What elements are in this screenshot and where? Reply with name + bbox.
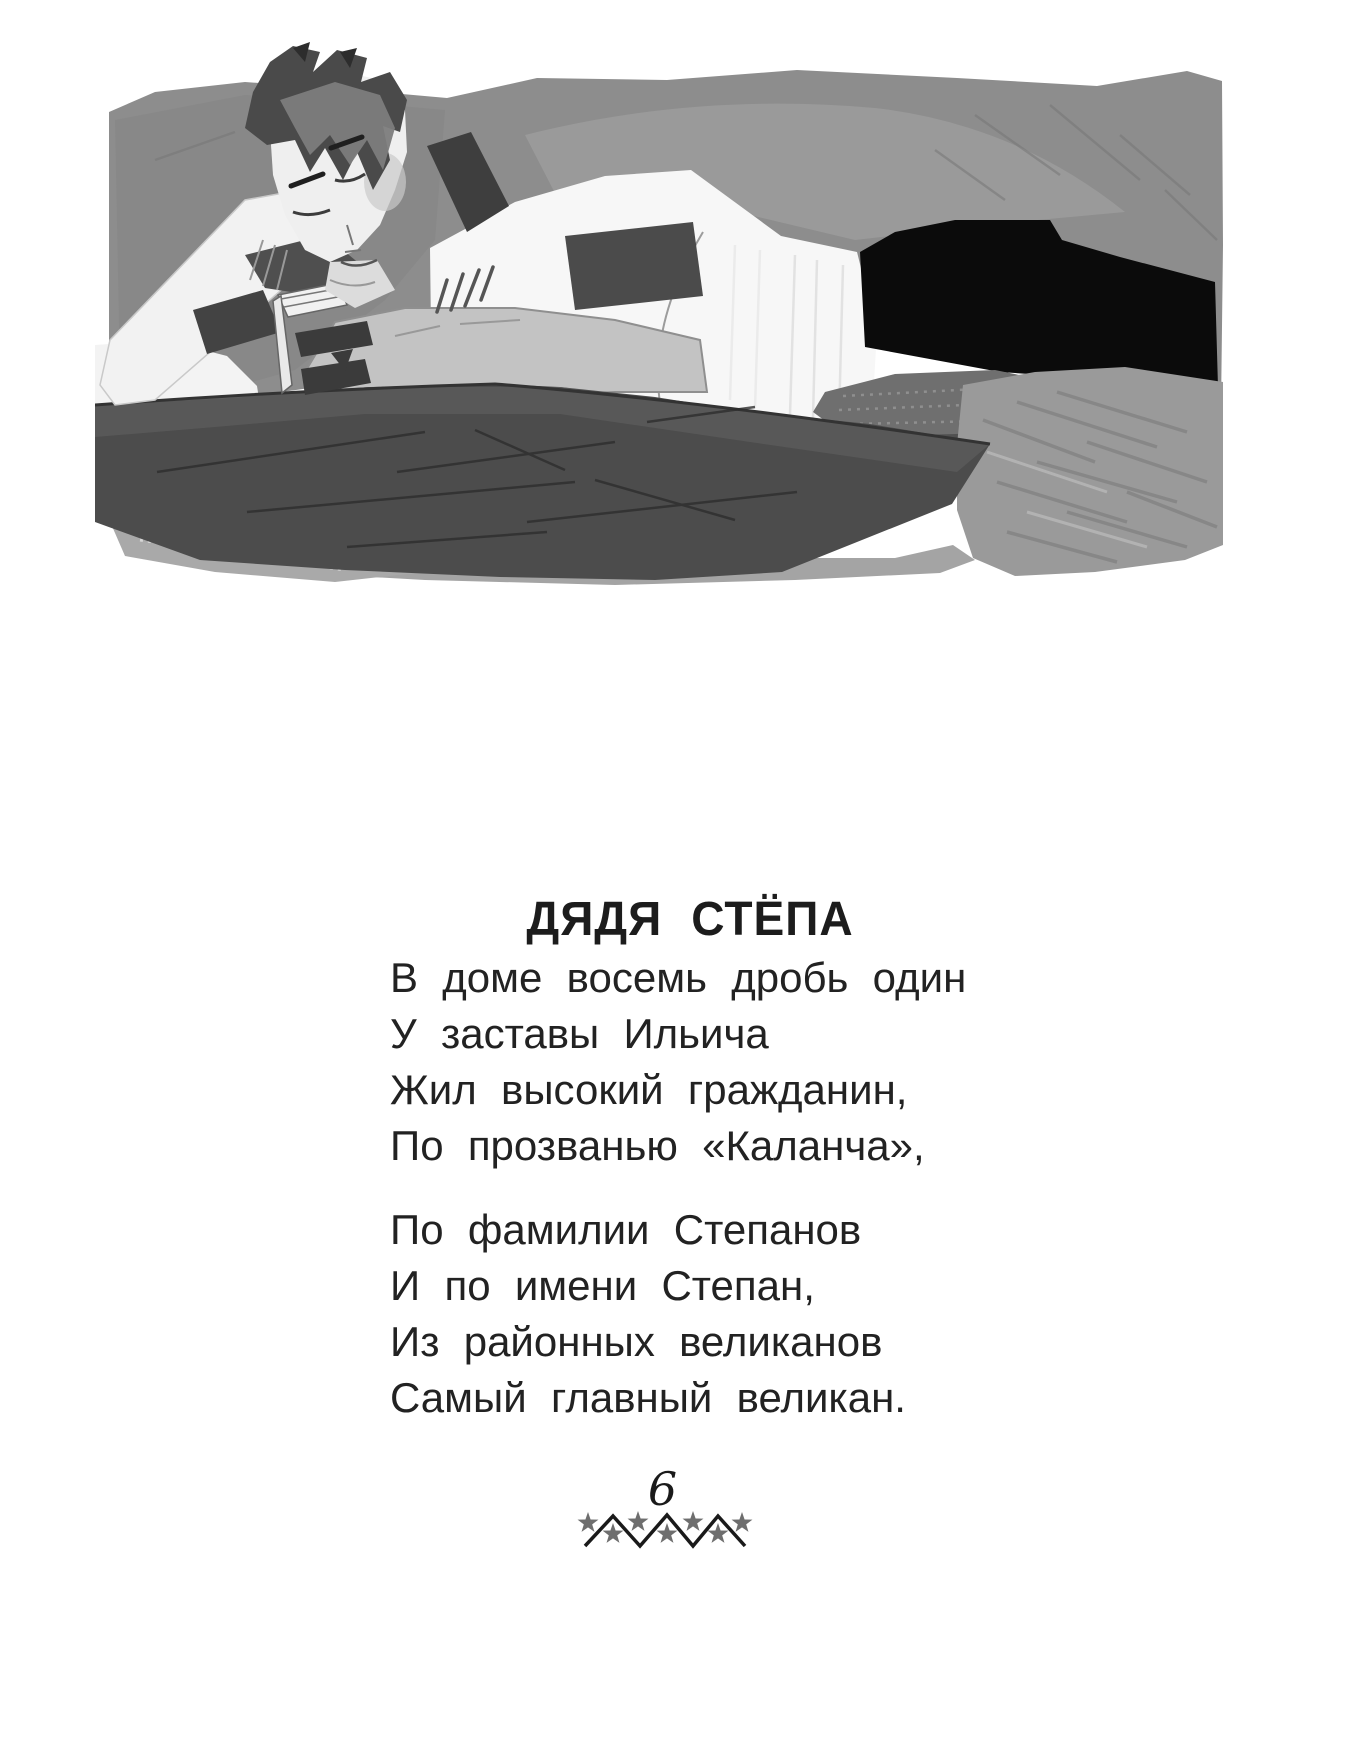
poem-line: Из районных великанов xyxy=(390,1318,883,1365)
poem xyxy=(390,950,966,1426)
poem-line: По фамилии Степанов xyxy=(390,1206,862,1253)
illustration-boy-reading-watercolor xyxy=(95,40,1225,585)
poem-stanza-1 xyxy=(390,950,966,1174)
ground-right xyxy=(957,367,1223,576)
poem-line: В доме восемь дробь один xyxy=(390,954,967,1001)
poem-line: Жил высокий гражданин, xyxy=(390,1066,908,1113)
poem-title: ДЯДЯ СТЁПА xyxy=(526,893,854,947)
poem-line: И по имени Степан, xyxy=(390,1262,815,1309)
page-number: 6 xyxy=(647,1462,678,1516)
poem-line: У заставы Ильича xyxy=(390,1010,769,1057)
poem-line: Самый главный великан. xyxy=(390,1374,906,1421)
poem-stanza-2 xyxy=(390,1202,966,1426)
ornament-stars-zigzag-icon xyxy=(561,1506,766,1554)
poem-line: По прозванью «Каланча», xyxy=(390,1122,925,1169)
